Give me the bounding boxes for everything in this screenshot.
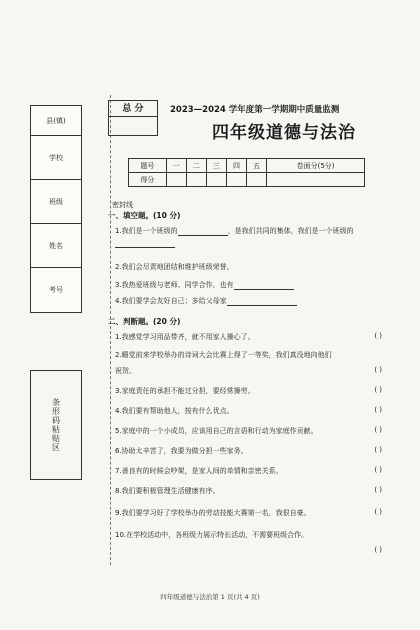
- question-2-5: 5.家庭中的一个小成员，应该用自己的言语和行动为家庭作贡献。: [115, 427, 318, 435]
- answer-paren[interactable]: ( ): [374, 366, 382, 374]
- score-table-score-row: [129, 173, 365, 187]
- field-county: 县(镇): [31, 106, 81, 136]
- table-cell: 一: [166, 159, 186, 173]
- answer-paren[interactable]: ( ): [374, 332, 382, 340]
- table-cell: 三: [206, 159, 226, 173]
- question-2-1: 1.我感觉学习用品带齐，就不用家人操心了。: [115, 333, 255, 341]
- table-cell[interactable]: [247, 173, 267, 187]
- table-cell: 题号: [129, 159, 167, 173]
- score-table: [128, 158, 365, 187]
- field-exam-number: 考号: [49, 286, 63, 294]
- question-2-10: 10.在学校活动中，各班级力展示特长活动，不需要班级合作。: [115, 531, 309, 539]
- answer-paren[interactable]: ( ): [374, 466, 382, 474]
- subject-title: 四年级道德与法治: [212, 123, 356, 143]
- question-text: ，是我们共同的集体，我们是一个班级的: [227, 227, 354, 235]
- question-1-2: [115, 262, 234, 272]
- question-2-6: 6.协助太辛苦了，我要为做分担一些家务。: [115, 447, 248, 455]
- answer-blank[interactable]: [115, 247, 175, 248]
- answer-paren[interactable]: ( ): [374, 446, 382, 454]
- table-cell: 五: [247, 159, 267, 173]
- student-info-box: [30, 105, 82, 313]
- question-1-1-cont: [115, 240, 175, 248]
- barcode-label: 条形码粘贴区: [51, 398, 61, 452]
- table-cell: 二: [186, 159, 206, 173]
- question-2-3: 3.家庭责任的承担不能过分担，要经常操劳。: [115, 387, 255, 395]
- question-1-1: [115, 226, 354, 236]
- question-text: 3.我热爱班级与老师、同学合作，也有: [115, 281, 234, 289]
- table-cell: 卷面分(5分): [267, 159, 365, 173]
- binding-dashed-line: [110, 95, 111, 565]
- question-2-2-cont: 祝贺。: [115, 367, 136, 375]
- section-fill-blank-title: 一、填空题。(10 分): [108, 211, 181, 220]
- field-name: 姓名: [31, 224, 81, 268]
- answer-paren[interactable]: ( ): [374, 486, 382, 494]
- answer-paren[interactable]: ( ): [374, 386, 382, 394]
- binding-label: 密封线: [112, 201, 133, 209]
- answer-paren[interactable]: ( ): [374, 406, 382, 414]
- question-2-7: 7.善良有的时候会吵架，是家人间的单情和亲密关系。: [115, 467, 283, 475]
- question-2-9: 9.我们要学习好了学校举办的劳动技能大赛第一名，我很自豪。: [115, 509, 311, 517]
- table-cell[interactable]: [166, 173, 186, 187]
- question-2-8: 8.我们要积极管理生活健康有序。: [115, 487, 220, 495]
- answer-paren[interactable]: ( ): [374, 426, 382, 434]
- question-text: 2.我们会尽责地团结和维护班级荣誉。: [115, 263, 234, 271]
- field-class: 班级: [31, 180, 81, 224]
- table-cell[interactable]: [226, 173, 246, 187]
- total-score-box: [108, 100, 158, 136]
- table-cell[interactable]: [267, 173, 365, 187]
- score-table-header-row: [129, 159, 365, 173]
- question-1-3: [115, 280, 294, 290]
- page-footer: 四年级道德与法治第 1 页(共 4 页): [160, 593, 260, 601]
- answer-paren[interactable]: ( ): [374, 546, 382, 554]
- table-cell: 四: [226, 159, 246, 173]
- answer-blank[interactable]: [234, 289, 294, 290]
- table-cell[interactable]: [186, 173, 206, 187]
- question-1-4: [115, 296, 297, 306]
- exam-title: 2023—2024 学年度第一学期期中质量监测: [170, 105, 340, 115]
- answer-blank[interactable]: [227, 305, 297, 306]
- field-school: 学校: [31, 136, 81, 180]
- question-2-4: 4.我们要有帮助他人，按有什么优点。: [115, 407, 234, 415]
- section-judgement-title: 二、判断题。(20 分): [108, 317, 181, 326]
- question-text: 1.我们是一个班级的: [115, 227, 178, 235]
- question-2-2: 2.睡觉前来学校举办的诗词大会比赛上得了一等奖，我们真没地向他们: [115, 351, 332, 359]
- table-cell[interactable]: [206, 173, 226, 187]
- answer-blank[interactable]: [178, 235, 228, 236]
- total-score-label: 总 分: [109, 101, 157, 117]
- table-cell: 得分: [129, 173, 167, 187]
- answer-paren[interactable]: ( ): [374, 508, 382, 516]
- barcode-area: [30, 370, 82, 480]
- question-text: 4.我们要学会友好自己；多给父母家: [115, 297, 227, 305]
